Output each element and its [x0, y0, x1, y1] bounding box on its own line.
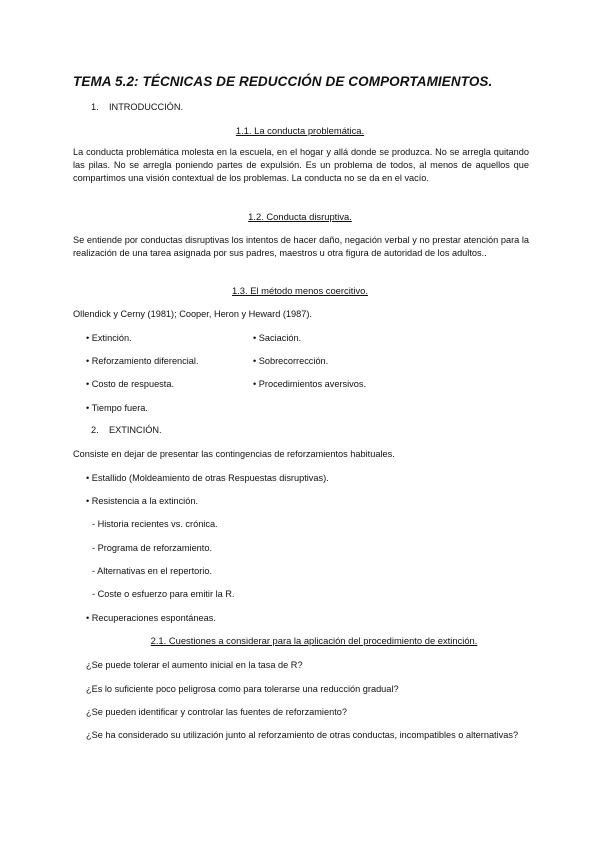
extinction-subitem: - Alternativas en el repertorio.: [92, 566, 213, 576]
paragraph-conducta-disruptiva: Se entiende por conductas disruptivas los intentos de hacer daño, negación verbal y no prestar atención para la realización de una tarea asignada por sus padres, maestros u otra figura de autoridad de los adultos..: [73, 235, 529, 259]
method-item: • Costo de respuesta.: [86, 379, 174, 389]
method-item: • Tiempo fuera.: [86, 403, 148, 413]
method-item: • Extinción.: [86, 333, 132, 343]
method-item: • Sobrecorrección.: [253, 356, 329, 366]
section-label: EXTINCIÓN.: [109, 425, 162, 435]
extinction-item: • Resistencia a la extinción.: [86, 496, 198, 506]
subheading-conducta-disruptiva: 1.2. Conducta disruptiva.: [248, 211, 352, 222]
subheading-metodo-menos-coercitivo: 1.3. El método menos coercitivo.: [231, 285, 368, 296]
question-item: ¿Se puede tolerar el aumento inicial en la tasa de R?: [86, 660, 303, 670]
extinction-subitem: - Programa de reforzamiento.: [92, 543, 212, 553]
section-heading-extincion: [91, 424, 162, 436]
method-item: • Saciación.: [253, 333, 302, 343]
question-item: ¿Se ha considerado su utilización junto al reforzamiento de otras conductas, incompatibles o alternativas?: [86, 730, 519, 740]
question-item: ¿Se pueden identificar y controlar las fuentes de reforzamiento?: [86, 707, 347, 717]
method-item: • Procedimientos aversivos.: [253, 379, 366, 389]
paragraph-conducta-problematica: La conducta problemática molesta en la escuela, en el hogar y allá donde se produzca. No se arregla quitando las pilas. No se arregla poniendo partes de expulsión. Es un problema de todos, al menos de aquellos que compartimos una visión contextual de los problemas. La conducta no se da en el vacío.: [73, 147, 529, 184]
references: Ollendick y Cerny (1981); Cooper, Heron y Heward (1987).: [73, 309, 312, 319]
paragraph-extincion: Consiste en dejar de presentar las contingencias de reforzamientos habituales.: [73, 449, 395, 459]
extinction-subitem: - Historia recientes vs. crónica.: [92, 519, 218, 529]
question-item: ¿Es lo suficiente poco peligrosa como para tolerarse una reducción gradual?: [86, 684, 399, 694]
extinction-item: • Recuperaciones espontáneas.: [86, 613, 216, 623]
extinction-item: • Estallido (Moldeamiento de otras Respuestas disruptivas).: [86, 473, 329, 483]
subheading-conducta-problematica: 1.1. La conducta problemática.: [235, 125, 365, 136]
subheading-cuestiones: 2.1. Cuestiones a considerar para la aplicación del procedimiento de extinción.: [150, 635, 478, 646]
section-label: INTRODUCCIÓN.: [109, 102, 184, 112]
document-title: TEMA 5.2: TÉCNICAS DE REDUCCIÓN DE COMPORTAMIENTOS.: [73, 74, 493, 89]
extinction-subitem: - Coste o esfuerzo para emitir la R.: [92, 589, 235, 599]
method-item: • Reforzamiento diferencial.: [86, 356, 199, 366]
section-heading-introduccion: [91, 101, 183, 113]
section-number: 2.: [91, 425, 99, 435]
section-number: 1.: [91, 102, 99, 112]
